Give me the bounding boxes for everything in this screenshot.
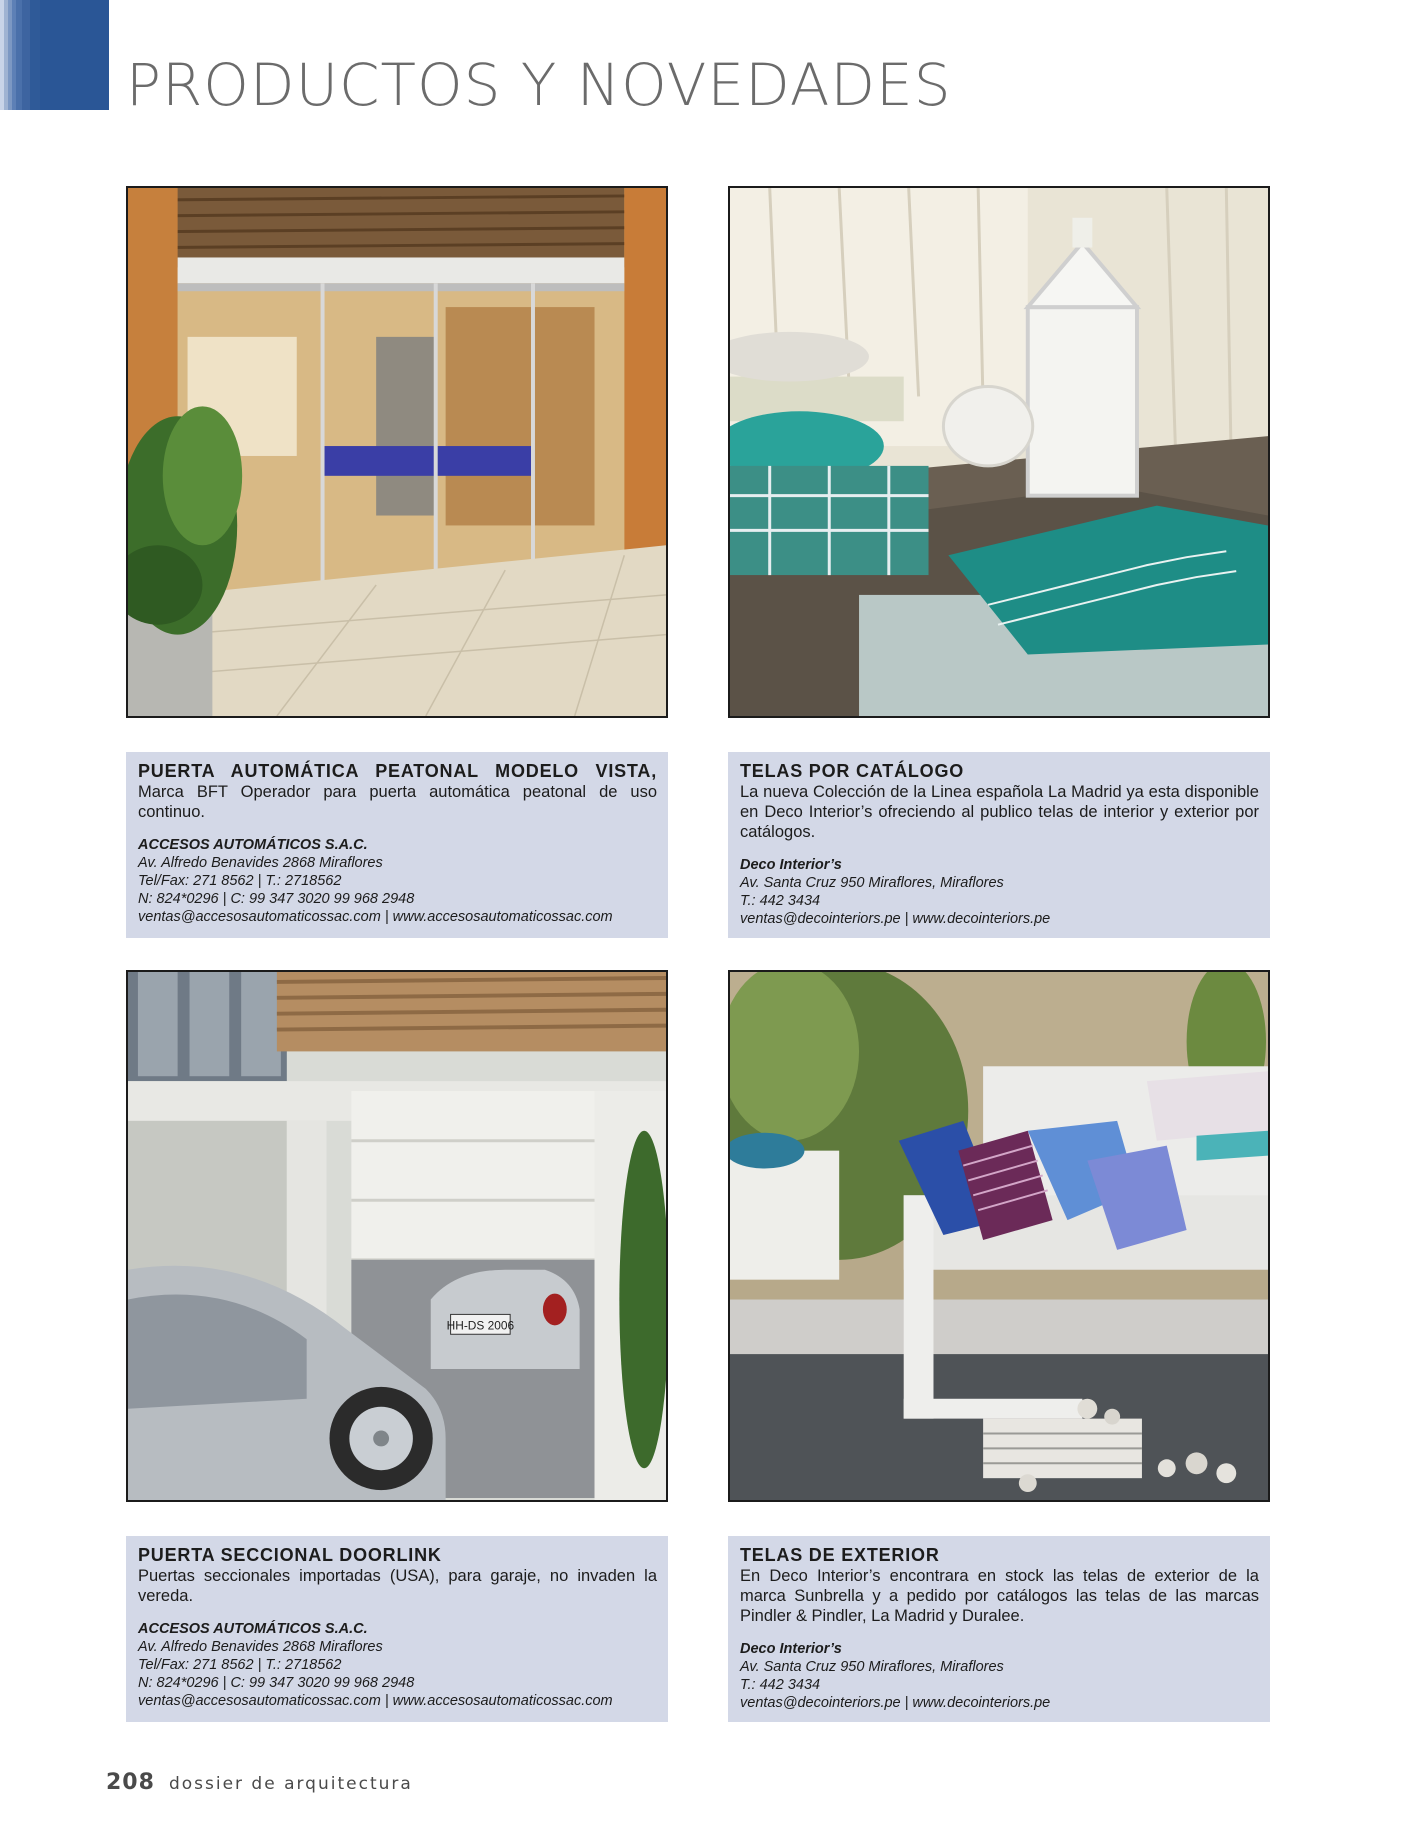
company-mobile: N: 824*0296 | C: 99 347 3020 99 968 2948 xyxy=(138,891,415,907)
product-description: En Deco Interior’s encontrara en stock las telas de exterior de la marca Sunbrella y a pedido por catálogos las telas de las marcas Pindler & Pindler, La Madrid y Duralee. xyxy=(740,1567,1259,1625)
photo-sectional-door xyxy=(126,970,668,1502)
company-name: Deco Interior’s xyxy=(740,1641,842,1657)
caption-fabric-catalog xyxy=(728,752,1270,938)
header-accent-bar xyxy=(0,0,109,110)
product-title: PUERTA SECCIONAL DOORLINK xyxy=(138,1545,442,1565)
license-plate: HH-DS 2006 xyxy=(446,1318,515,1333)
photo-automatic-door xyxy=(126,186,668,718)
company-web: ventas@decointeriors.pe | www.decointeriors.pe xyxy=(740,911,1051,927)
product-description: Puertas seccionales importadas (USA), para garaje, no invaden la vereda. xyxy=(138,1567,657,1605)
company-name: Deco Interior’s xyxy=(740,857,842,873)
company-name: ACCESOS AUTOMÁTICOS S.A.C. xyxy=(138,837,368,853)
page-title: PRODUCTOS Y NOVEDADES xyxy=(126,51,952,119)
company-phone: T.: 442 3434 xyxy=(740,893,821,909)
product-title: TELAS POR CATÁLOGO xyxy=(740,761,965,781)
caption-automatic-door xyxy=(126,752,668,938)
caption-outdoor-fabrics xyxy=(728,1536,1270,1722)
page-number: 208 xyxy=(106,1770,155,1795)
product-description: Marca BFT Operador para puerta automática peatonal de uso continuo. xyxy=(138,783,657,821)
photo-fabric-catalog xyxy=(728,186,1270,718)
publication-name: dossier de arquitectura xyxy=(168,1774,413,1794)
photo-outdoor-fabrics xyxy=(728,970,1270,1502)
company-phone: Tel/Fax: 271 8562 | T.: 2718562 xyxy=(138,873,342,889)
caption-sectional-door xyxy=(126,1536,668,1722)
product-description: La nueva Colección de la Linea española La Madrid ya esta disponible en Deco Interior’s ofreciendo al publico telas de interior y exterior por catálogos. xyxy=(740,783,1259,841)
company-phone: T.: 442 3434 xyxy=(740,1677,821,1693)
product-title: TELAS DE EXTERIOR xyxy=(740,1545,940,1565)
product-title: PUERTA AUTOMÁTICA PEATONAL MODELO VISTA, xyxy=(138,761,657,781)
company-web: ventas@decointeriors.pe | www.decointeriors.pe xyxy=(740,1695,1051,1711)
company-address: Av. Alfredo Benavides 2868 Miraflores xyxy=(138,855,383,871)
company-address: Av. Alfredo Benavides 2868 Miraflores xyxy=(138,1639,383,1655)
page-footer xyxy=(106,1770,413,1795)
company-mobile: N: 824*0296 | C: 99 347 3020 99 968 2948 xyxy=(138,1675,415,1691)
company-web: ventas@accesosautomaticossac.com | www.accesosautomaticossac.com xyxy=(138,909,613,925)
company-web: ventas@accesosautomaticossac.com | www.accesosautomaticossac.com xyxy=(138,1693,613,1709)
company-phone: Tel/Fax: 271 8562 | T.: 2718562 xyxy=(138,1657,342,1673)
company-name: ACCESOS AUTOMÁTICOS S.A.C. xyxy=(138,1621,368,1637)
company-address: Av. Santa Cruz 950 Miraflores, Miraflores xyxy=(740,875,1004,891)
company-address: Av. Santa Cruz 950 Miraflores, Miraflores xyxy=(740,1659,1004,1675)
